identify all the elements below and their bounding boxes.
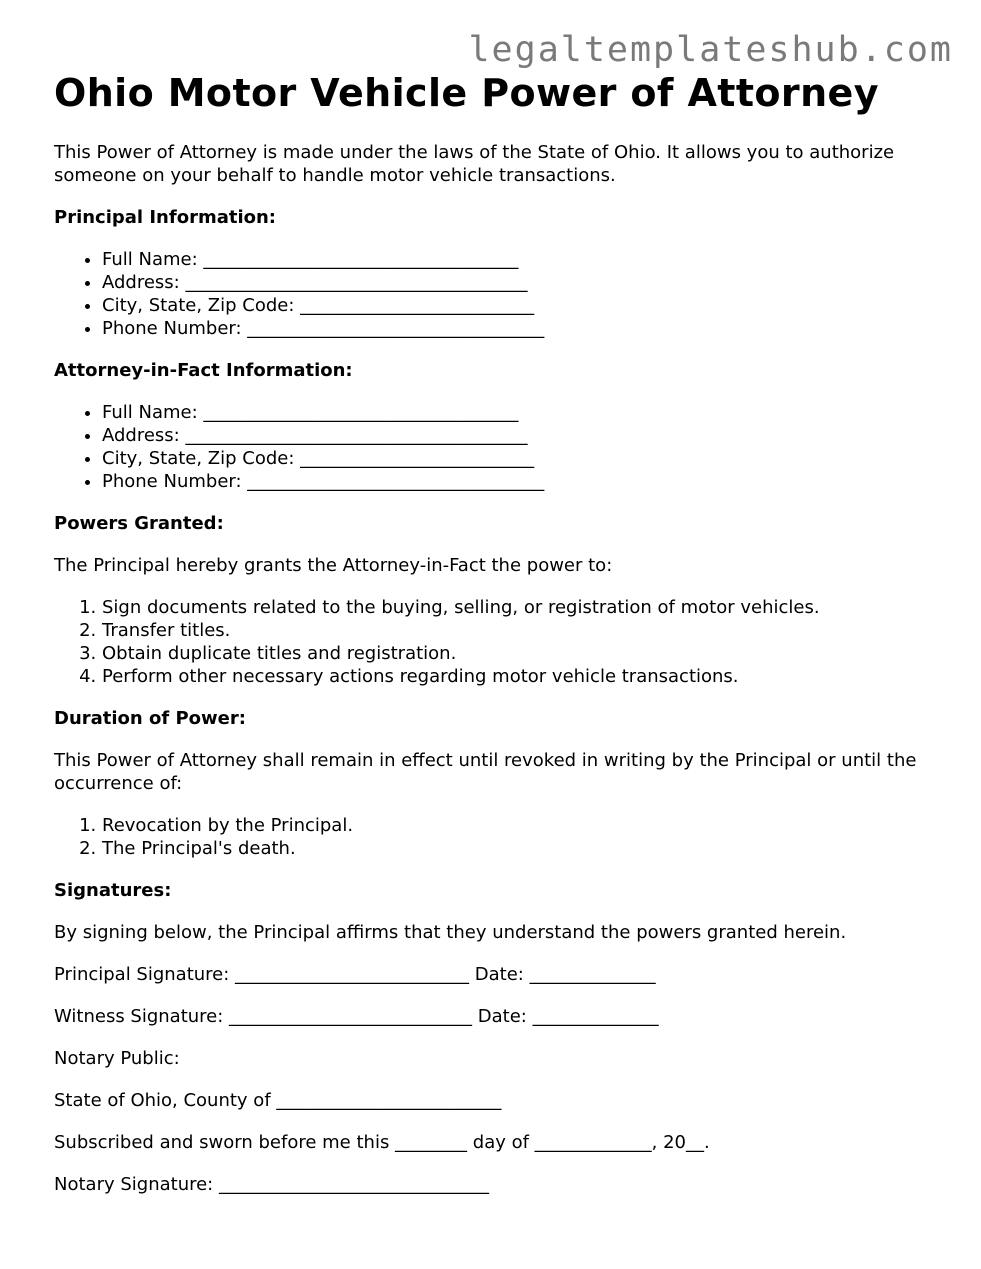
notary-public-label: Notary Public:	[54, 1048, 180, 1069]
signatures-lead: By signing below, the Principal affirms that they understand the powers granted herein.	[54, 922, 847, 943]
document-page	[54, 70, 934, 1196]
duration-heading: Duration of Power:	[54, 708, 246, 729]
sworn-line: Subscribed and sworn before me this ________ day of _____________, 20__.	[54, 1132, 710, 1153]
principal-phone-field: • Phone Number: _________________________________	[102, 317, 934, 340]
page-title: Ohio Motor Vehicle Power of Attorney	[54, 71, 879, 115]
watermark: legaltemplateshub.com	[468, 30, 953, 70]
powers-list	[54, 596, 934, 688]
attorney-address-field: • Address: ______________________________________	[102, 424, 934, 447]
attorney-city-state-zip-field: • City, State, Zip Code: __________________________	[102, 447, 934, 470]
principal-city-state-zip-field: • City, State, Zip Code: __________________________	[102, 294, 934, 317]
powers-heading: Powers Granted:	[54, 513, 224, 534]
notary-signature-line: Notary Signature: ______________________________	[54, 1174, 489, 1195]
power-item: 3. Obtain duplicate titles and registration.	[102, 642, 934, 665]
principal-signature-line: Principal Signature: __________________________ Date: ______________	[54, 964, 656, 985]
principal-full-name-field: • Full Name: ___________________________________	[102, 248, 934, 271]
power-item: 1. Sign documents related to the buying, selling, or registration of motor vehicles.	[102, 596, 934, 619]
power-item: 2. Transfer titles.	[102, 619, 934, 642]
attorney-phone-field: • Phone Number: _________________________________	[102, 470, 934, 493]
duration-lead: This Power of Attorney shall remain in effect until revoked in writing by the Principal or until the occurrence of:	[54, 750, 917, 794]
attorney-heading: Attorney-in-Fact Information:	[54, 360, 353, 381]
principal-info-list	[54, 248, 934, 340]
powers-lead: The Principal hereby grants the Attorney-in-Fact the power to:	[54, 555, 613, 576]
duration-item: 1. Revocation by the Principal.	[102, 814, 934, 837]
witness-signature-line: Witness Signature: ___________________________ Date: ______________	[54, 1006, 659, 1027]
attorney-full-name-field: • Full Name: ___________________________________	[102, 401, 934, 424]
county-line: State of Ohio, County of _________________________	[54, 1090, 502, 1111]
duration-item: 2. The Principal's death.	[102, 837, 934, 860]
power-item: 4. Perform other necessary actions regarding motor vehicle transactions.	[102, 665, 934, 688]
signatures-heading: Signatures:	[54, 880, 172, 901]
duration-list	[54, 814, 934, 860]
principal-heading: Principal Information:	[54, 207, 277, 228]
principal-address-field: • Address: ______________________________________	[102, 271, 934, 294]
intro-paragraph: This Power of Attorney is made under the laws of the State of Ohio. It allows you to authorize someone on your behalf to handle motor vehicle transactions.	[54, 142, 895, 186]
attorney-info-list	[54, 401, 934, 493]
